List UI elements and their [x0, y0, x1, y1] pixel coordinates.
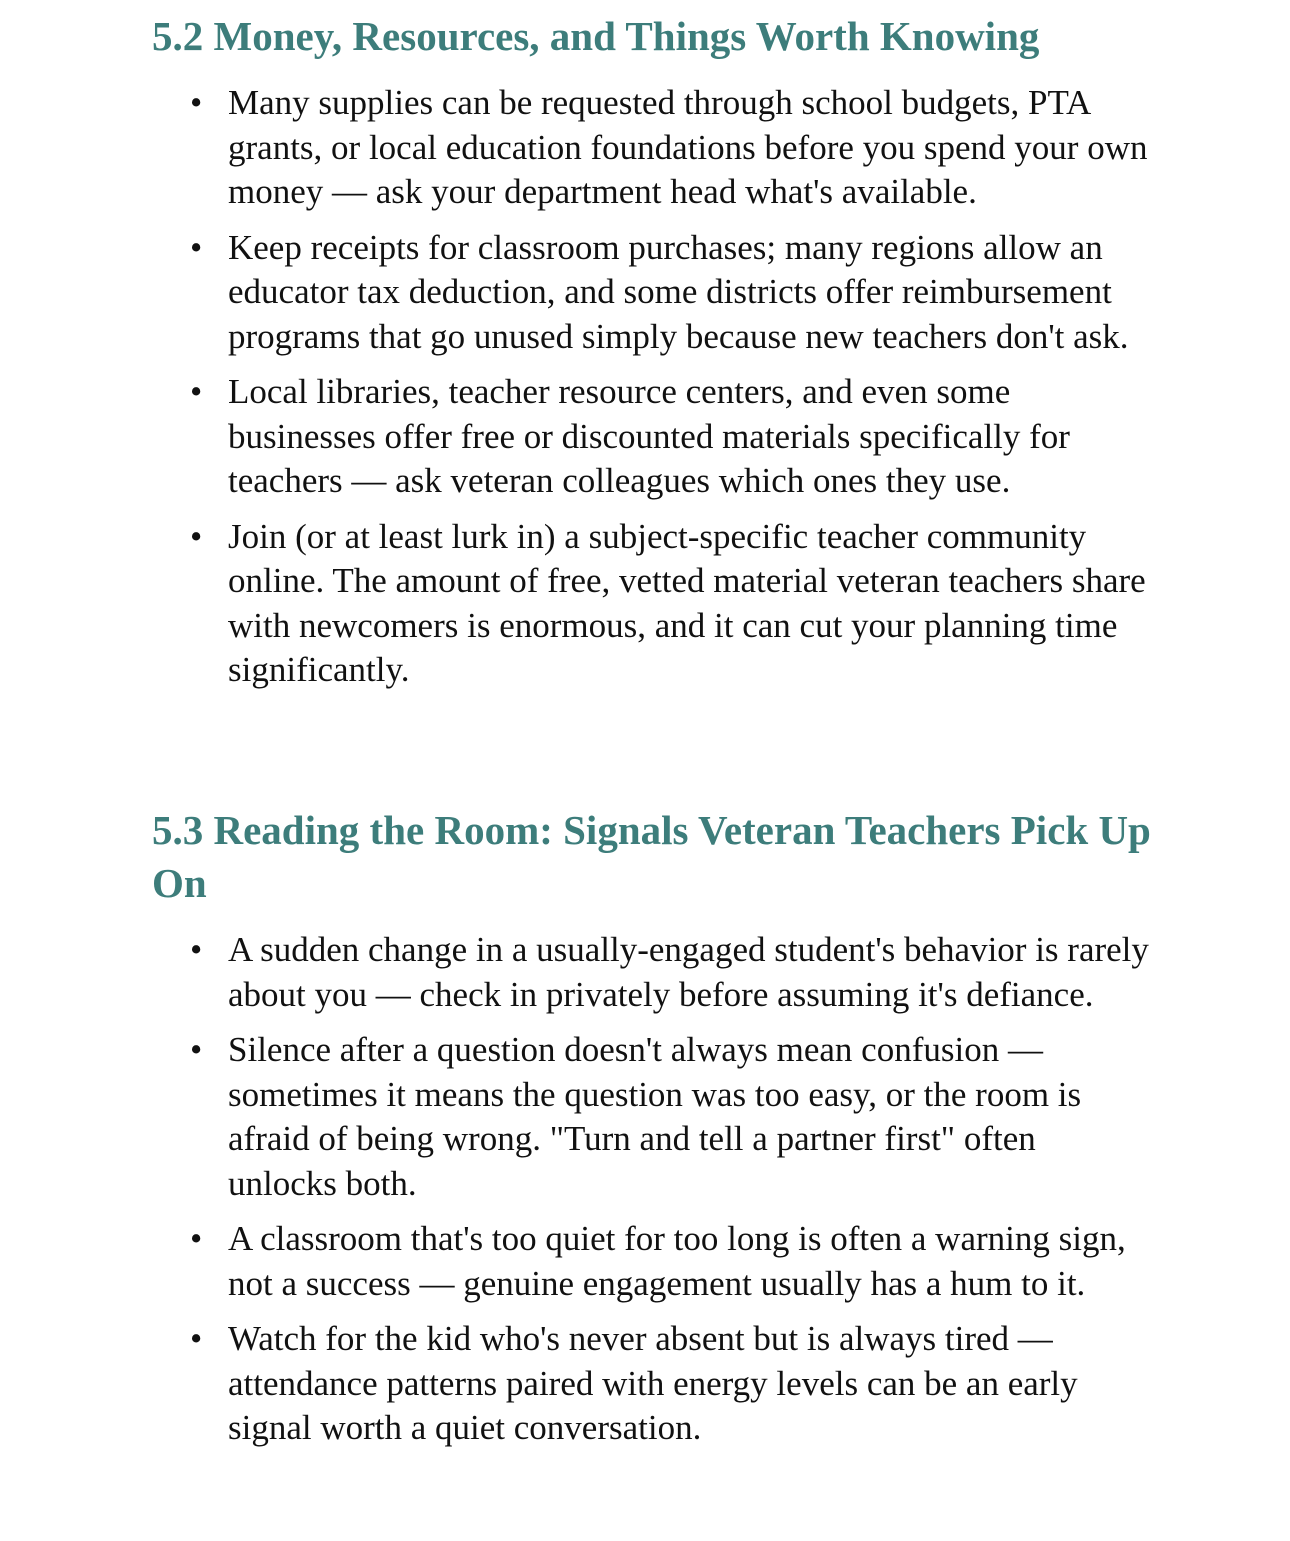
section-heading-5-2: 5.2 Money, Resources, and Things Worth Knowing: [152, 13, 1040, 59]
section-heading-5-3: 5.3 Reading the Room: Signals Veteran Teachers Pick Up On: [152, 807, 1151, 906]
list-item: [190, 515, 1152, 693]
list-item: [190, 928, 1152, 1017]
bullet-symbol: •: [190, 930, 203, 969]
bullet-symbol: •: [190, 516, 203, 556]
list-item-text: Watch for the kid who's never absent but is always tired — attendance patterns paired with energy levels can be an early signal worth a quiet conversation.: [228, 1319, 1078, 1447]
bullet-symbol: •: [190, 1319, 203, 1358]
bullet-symbol: •: [190, 1219, 203, 1258]
bullet-symbol: •: [190, 1030, 203, 1069]
list-item-text: Join (or at least lurk in) a subject-specific teacher community online. The amount of free, vetted material veteran teachers share with newcomers is enormous, and it can cut your planning time significantly.: [228, 516, 1146, 689]
list-item-text: A sudden change in a usually-engaged student's behavior is rarely about you — check in privately before assuming it's defiance.: [228, 930, 1149, 1014]
list-item-text: Silence after a question doesn't always mean confusion — sometimes it means the question was too easy, or the room is afraid of being wrong. "Turn and tell a partner first" often unlocks both.: [228, 1030, 1082, 1203]
list-item: [190, 1317, 1152, 1451]
list-item-text: Keep receipts for classroom purchases; many regions allow an educator tax deduction, and some districts offer reimbursement programs that go unused simply because new teachers don't ask.: [228, 227, 1129, 356]
list-item-text: Many supplies can be requested through school budgets, PTA grants, or local education foundations before you spend your own money — ask your department head what's available.: [228, 83, 1148, 211]
list-item: [190, 81, 1152, 215]
bullet-symbol: •: [190, 372, 203, 411]
list-item: [190, 370, 1152, 504]
bullet-symbol: •: [190, 227, 203, 267]
list-item: [190, 1217, 1152, 1306]
list-item-text: Local libraries, teacher resource centers, and even some businesses offer free or discounted materials specifically for teachers — ask veteran colleagues which ones they use.: [228, 372, 1070, 500]
bullet-list-5-3: [190, 928, 1152, 1462]
list-item: [190, 1028, 1152, 1206]
bullet-symbol: •: [190, 83, 203, 122]
list-item: [190, 226, 1152, 360]
bullet-list-5-2: [190, 81, 1152, 704]
list-item-text: A classroom that's too quiet for too long is often a warning sign, not a success — genuine engagement usually has a hum to it.: [228, 1219, 1126, 1303]
